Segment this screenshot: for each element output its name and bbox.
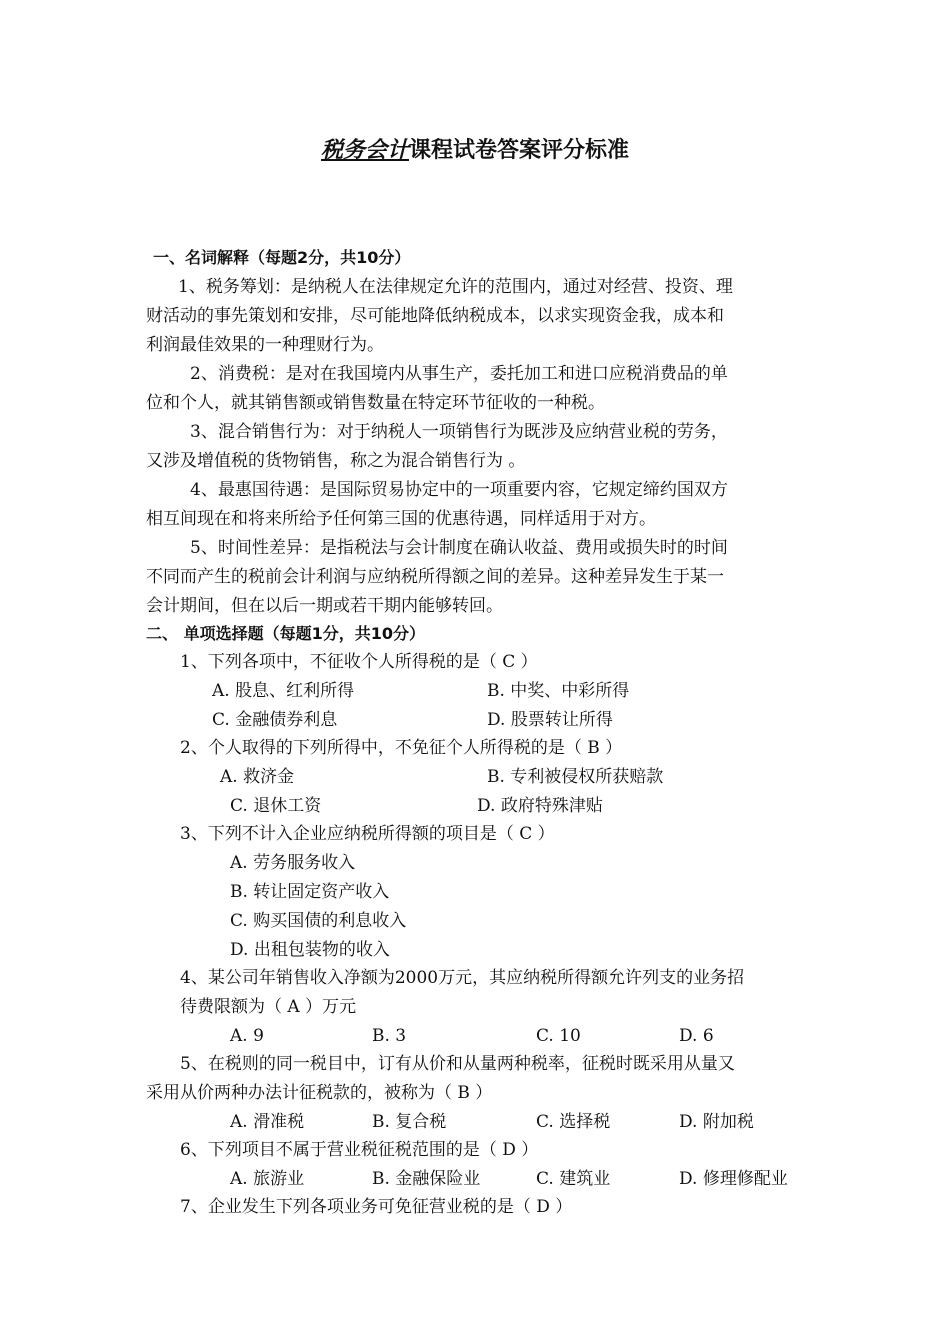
q3-option-d: D. 出租包装物的收入 (230, 940, 390, 960)
term3-line2: 又涉及增值税的货物销售，称之为混合销售行为 。 (146, 451, 526, 471)
course-name: 税务会计 (320, 138, 409, 163)
q2-option-a: A. 救济金 (220, 767, 295, 787)
q3-option-b: B. 转让固定资产收入 (230, 882, 390, 902)
term2-line1: 2、消费税：是对在我国境内从事生产，委托加工和进口应税消费品的单 (190, 364, 728, 384)
q5-option-c: C. 选择税 (536, 1112, 611, 1132)
term5-line2: 不同而产生的税前会计利润与应纳税所得额之间的差异。这种差异发生于某一 (146, 567, 724, 587)
q6-option-a: A. 旅游业 (230, 1169, 305, 1189)
section1-heading: 一、名词解释（每题2分，共10分） (153, 248, 411, 267)
term1-line2: 财活动的事先策划和安排，尽可能地降低纳税成本，以求实现资金我，成本和 (146, 306, 724, 326)
q6-option-b: B. 金融保险业 (372, 1169, 481, 1189)
q4-option-c: C. 10 (536, 1026, 581, 1046)
q6-option-d: D. 修理修配业 (679, 1169, 788, 1189)
q2-stem: 2、个人取得的下列所得中，不免征个人所得税的是（ B ） (180, 738, 623, 758)
q3-option-c: C. 购买国债的利息收入 (230, 911, 407, 931)
q2-option-d: D. 政府特殊津贴 (477, 796, 603, 816)
q3-option-a: A. 劳务服务收入 (230, 853, 356, 873)
term2-line2: 位和个人，就其销售额或销售数量在特定环节征收的一种税。 (146, 393, 605, 413)
q1-stem: 1、下列各项中，不征收个人所得税的是（ C ） (180, 652, 538, 672)
term3-line1: 3、混合销售行为：对于纳税人一项销售行为既涉及应纳营业税的劳务， (190, 422, 728, 442)
term4-line2: 相互间现在和将来所给予任何第三国的优惠待遇，同样适用于对方。 (146, 509, 656, 529)
q7-stem: 7、企业发生下列各项业务可免征营业税的是（ D ） (180, 1197, 573, 1217)
q1-option-b: B. 中奖、中彩所得 (487, 681, 630, 701)
q5-stem-line2: 采用从价两种办法计征税款的，被称为（ B ） (146, 1083, 493, 1103)
q5-option-b: B. 复合税 (372, 1112, 447, 1132)
term5-line3: 会计期间，但在以后一期或若干期内能够转回。 (146, 596, 503, 616)
q3-stem: 3、下列不计入企业应纳税所得额的项目是（ C ） (180, 824, 555, 844)
document-title (0, 133, 950, 164)
q6-stem: 6、下列项目不属于营业税征税范围的是（ D ） (180, 1140, 539, 1160)
q4-stem-line1: 4、某公司年销售收入净额为2000万元，其应纳税所得额允许列支的业务招 (180, 968, 745, 988)
q4-option-a: A. 9 (230, 1026, 264, 1046)
q1-option-d: D. 股票转让所得 (487, 710, 613, 730)
q5-stem-line1: 5、在税则的同一税目中，订有从价和从量两种税率，征税时既采用从量又 (180, 1054, 735, 1074)
title-rest: 课程试卷答案评分标准 (409, 138, 630, 163)
q2-option-c: C. 退休工资 (230, 796, 322, 816)
term5-line1: 5、时间性差异：是指税法与会计制度在确认收益、费用或损失时的时间 (190, 538, 728, 558)
term1-line1: 1、税务筹划：是纳税人在法律规定允许的范围内，通过对经营、投资、理 (178, 277, 733, 297)
q1-option-a: A. 股息、红利所得 (212, 681, 355, 701)
term1-line3: 利润最佳效果的一种理财行为。 (146, 335, 384, 355)
q2-option-b: B. 专利被侵权所获赔款 (487, 767, 664, 787)
q5-option-a: A. 滑准税 (230, 1112, 305, 1132)
section2-heading: 二、 单项选择题（每题1分，共10分） (146, 624, 425, 643)
q4-option-d: D. 6 (679, 1026, 714, 1046)
q4-option-b: B. 3 (372, 1026, 407, 1046)
term4-line1: 4、最惠国待遇：是国际贸易协定中的一项重要内容，它规定缔约国双方 (190, 480, 728, 500)
q4-stem-line2: 待费限额为（ A ）万元 (180, 997, 357, 1017)
q5-option-d: D. 附加税 (679, 1112, 754, 1132)
q1-option-c: C. 金融债券利息 (212, 710, 338, 730)
q6-option-c: C. 建筑业 (536, 1169, 611, 1189)
